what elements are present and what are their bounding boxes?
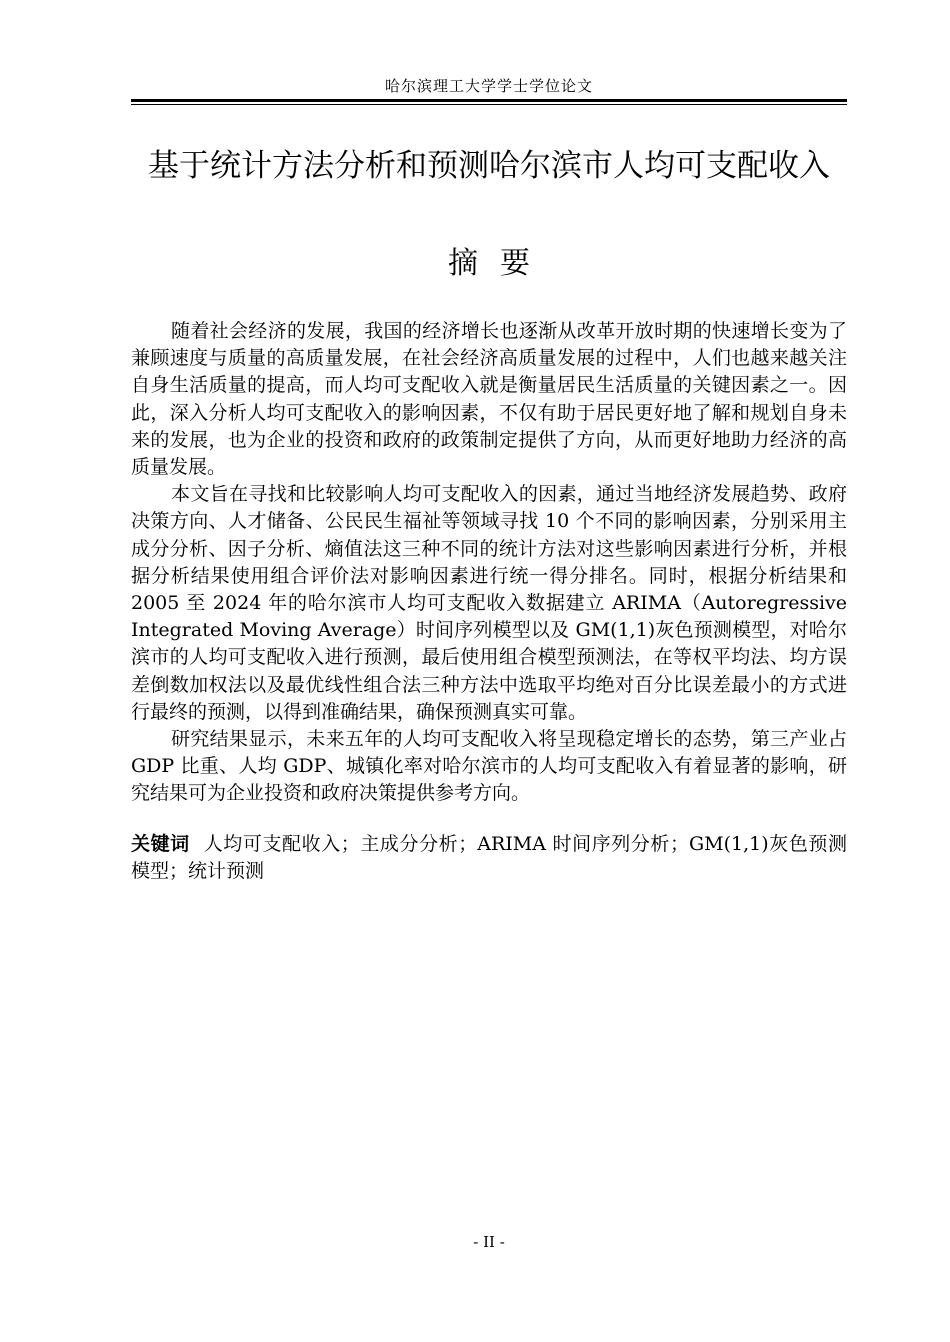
abstract-heading: 摘要 — [448, 246, 552, 281]
abstract-paragraph-3: 研究结果显示，未来五年的人均可支配收入将呈现稳定增长的态势，第三产业占 GDP 比重、人均 GDP、城镇化率对哈尔滨市的人均可支配收入有着显著的影响，研究结果可为企业投资和政府决策提供参考方向。 — [131, 728, 847, 805]
abstract-paragraph-1: 随着社会经济的发展，我国的经济增长也逐渐从改革开放时期的快速增长变为了兼顾速度与质量的高质量发展，在社会经济高质量发展的过程中，人们也越来越关注自身生活质量的提高，而人均可支配收入就是衡量居民生活质量的关键因素之一。因此，深入分析人均可支配收入的影响因素，不仅有助于居民更好地了解和规划自身未来的发展，也为企业的投资和政府的政策制定提供了方向，从而更好地助力经济的高质量发展。 — [131, 320, 847, 479]
header-rule-thin — [131, 104, 847, 105]
page-number: - II - — [473, 1233, 505, 1251]
header-rule-thick — [131, 99, 847, 102]
thesis-title: 基于统计方法分析和预测哈尔滨市人均可支配收入 — [148, 148, 830, 184]
keywords-label: 关键词 — [131, 833, 190, 855]
abstract-paragraph-2: 本文旨在寻找和比较影响人均可支配收入的因素，通过当地经济发展趋势、政府决策方向、人才储备、公民民生福祉等领域寻找 10 个不同的影响因素，分别采用主成分分析、因子分析、熵值法这三种不同的统计方法对这些影响因素进行分析，并根据分析结果使用组合评价法对影响因素进行统一得分排名。同时，根据分析结果和 2005 至 2024 年的哈尔滨市人均可支配收入数据建立 ARIMA（Autoregressive Integrated Moving Average）时间序列模型以及 GM(1,1)灰色预测模型，对哈尔滨市的人均可支配收入进行预测，最后使用组合模型预测法，在等权平均法、均方误差倒数加权法以及最优线性组合法三种方法中选取平均绝对百分比误差最小的方式进行最终的预测，以得到准确结果，确保预测真实可靠。 — [131, 483, 847, 723]
keywords-text: 人均可支配收入；主成分分析；ARIMA 时间序列分析；GM(1,1)灰色预测模型；统计预测 — [131, 833, 847, 883]
abstract-body — [131, 318, 847, 808]
keywords-line — [131, 831, 847, 885]
running-header: 哈尔滨理工大学学士学位论文 — [384, 77, 593, 95]
